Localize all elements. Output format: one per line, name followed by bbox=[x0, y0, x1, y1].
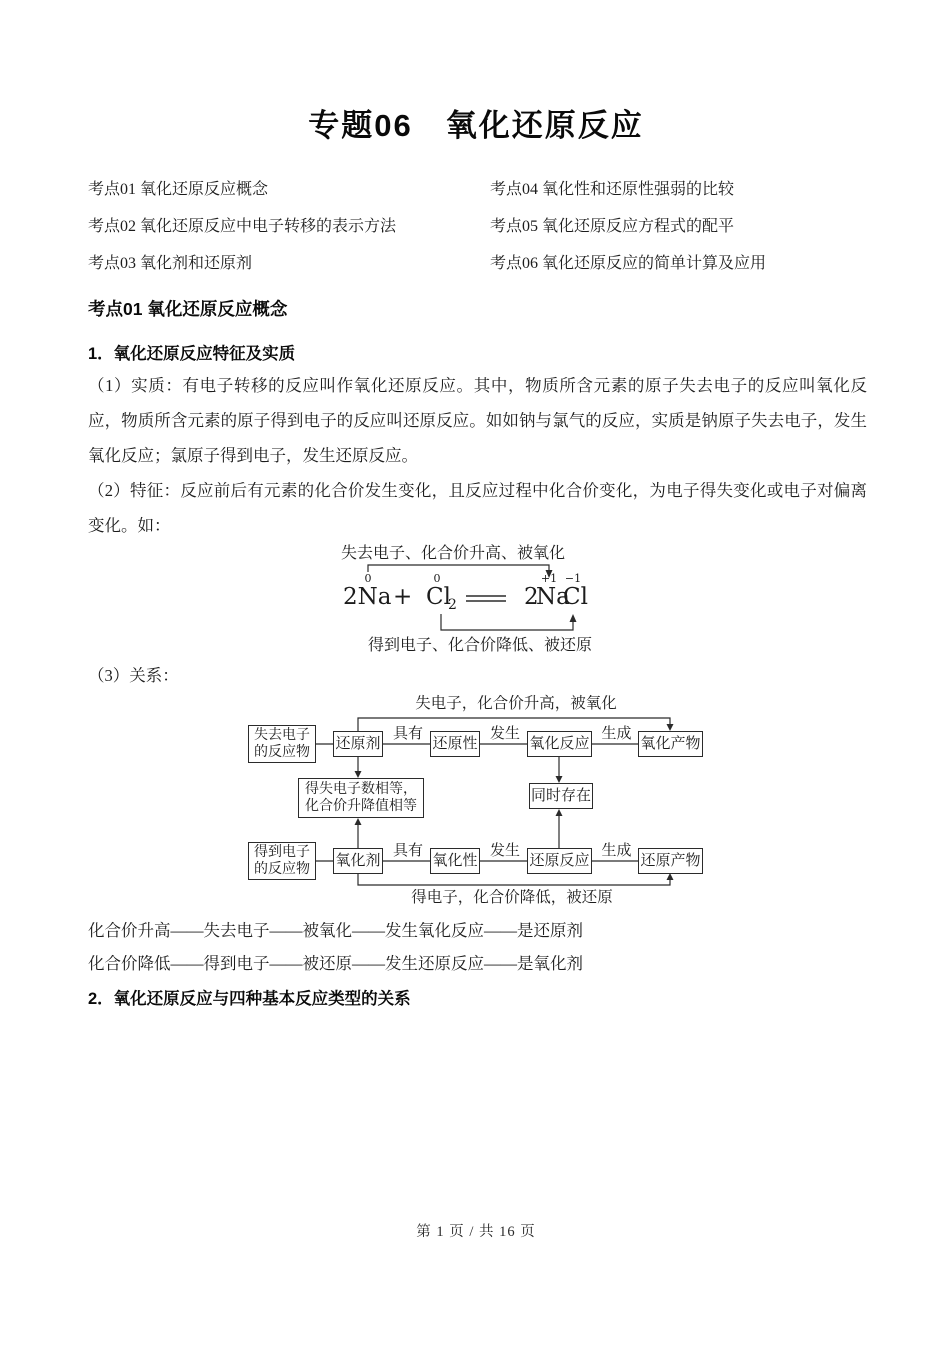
equation-top-label: 失去电子、化合价升高、被氧化 bbox=[340, 545, 566, 562]
paragraph-feature: （2）特征：反应前后有元素的化合价发生变化，且反应过程中化合价变化，为电子得失变化或电子对偏离变化。如： bbox=[88, 481, 867, 535]
term-cl: Cl bbox=[426, 584, 451, 610]
flow-box-electron-balance-line1: 得失电子数相等， bbox=[305, 782, 417, 797]
term-2na: 2Na bbox=[343, 584, 392, 610]
flow-label-has-2: 具有 bbox=[392, 843, 423, 859]
flow-box-oxidation-product: 氧化产物 bbox=[638, 731, 703, 757]
flow-box-losing-reactant-line1: 失去电子 bbox=[254, 728, 310, 743]
flow-box-losing-reactant bbox=[248, 725, 316, 763]
paragraph-relation-label: （3）关系： bbox=[88, 666, 179, 685]
equation-svg bbox=[330, 540, 650, 658]
toc-item-01: 考点01 氧化还原反应概念 bbox=[88, 181, 269, 198]
subsection-1-heading: 1．氧化还原反应特征及实质 bbox=[88, 345, 296, 363]
flow-box-electron-balance bbox=[298, 778, 424, 818]
flow-box-electron-balance-line2: 化合价升降值相等 bbox=[305, 799, 417, 814]
page-number: 第 1 页 / 共 16 页 bbox=[416, 1224, 536, 1240]
term-product-cl: Cl bbox=[563, 584, 588, 610]
flow-box-oxidizability: 氧化性 bbox=[430, 848, 480, 874]
reaction-equation-diagram bbox=[330, 540, 650, 658]
flow-label-produce-2: 生成 bbox=[601, 843, 632, 859]
equation-bottom-label: 得到电子、化合价降低、被还原 bbox=[367, 637, 593, 654]
flow-box-reducibility: 还原性 bbox=[430, 731, 480, 757]
flow-box-oxidizing-agent: 氧化剂 bbox=[333, 848, 383, 874]
toc-item-06: 考点06 氧化还原反应的简单计算及应用 bbox=[490, 255, 767, 272]
toc-row bbox=[88, 217, 868, 237]
term-product-coeff: 2 bbox=[524, 584, 539, 610]
ox-number-na: 0 bbox=[364, 572, 372, 585]
toc-item-03: 考点03 氧化剂和还原剂 bbox=[88, 255, 253, 272]
flow-label-produce-1: 生成 bbox=[601, 726, 632, 742]
paragraph-essence: （1）实质：有电子转移的反应叫作氧化还原反应。其中，物质所含元素的原子失去电子的反应叫氧化反应，物质所含元素的原子得到电子的反应叫还原反应。如如钠与氯气的反应，实质是钠原子失去电子，发生氧化反应；氯原子得到电子，发生还原反应。 bbox=[88, 376, 867, 465]
flow-label-occur-2: 发生 bbox=[489, 843, 520, 859]
flow-box-reducing-agent: 还原剂 bbox=[333, 731, 383, 757]
flow-label-has-1: 具有 bbox=[392, 726, 423, 742]
toc-row bbox=[88, 254, 868, 274]
flow-box-gaining-reactant-line2: 的反应物 bbox=[254, 862, 310, 877]
flow-top-label: 失电子，化合价升高，被氧化 bbox=[415, 695, 617, 712]
relation-flowchart bbox=[248, 695, 718, 913]
flow-box-gaining-reactant bbox=[248, 842, 316, 880]
summary-line-2: 化合价降低——得到电子——被还原——发生还原反应——是氧化剂 bbox=[88, 954, 583, 973]
summary-line-1: 化合价升高——失去电子——被氧化——发生氧化反应——是还原剂 bbox=[88, 921, 583, 940]
flow-box-reduction-reaction: 还原反应 bbox=[527, 848, 592, 874]
flow-box-coexist: 同时存在 bbox=[529, 783, 593, 809]
section-heading: 考点01 氧化还原反应概念 bbox=[88, 299, 288, 319]
flow-box-losing-reactant-line2: 的反应物 bbox=[254, 745, 310, 760]
term-product-na: Na bbox=[536, 584, 570, 610]
ox-number-cl: 0 bbox=[433, 572, 441, 585]
term-cl-subscript: 2 bbox=[448, 597, 457, 613]
flow-bottom-label: 得电子，化合价降低，被还原 bbox=[411, 889, 613, 906]
flow-box-oxidation-reaction: 氧化反应 bbox=[527, 731, 592, 757]
page-title: 专题06 氧化还原反应 bbox=[308, 108, 644, 143]
toc-list bbox=[88, 180, 868, 291]
flow-box-gaining-reactant-line1: 得到电子 bbox=[254, 845, 310, 860]
toc-item-05: 考点05 氧化还原反应方程式的配平 bbox=[490, 218, 735, 235]
ox-number-product-na: +1 bbox=[540, 572, 558, 585]
flow-box-reduction-product: 还原产物 bbox=[638, 848, 703, 874]
plus-sign: + bbox=[393, 584, 413, 610]
reduction-arrowhead bbox=[570, 614, 577, 622]
toc-item-02: 考点02 氧化还原反应中电子转移的表示方法 bbox=[88, 218, 397, 235]
ox-number-product-cl: −1 bbox=[564, 572, 582, 585]
oxidation-bracket bbox=[368, 565, 549, 572]
toc-row bbox=[88, 180, 868, 200]
reduction-bracket bbox=[441, 614, 573, 630]
flow-label-occur-1: 发生 bbox=[489, 726, 520, 742]
subsection-2-heading: 2．氧化还原反应与四种基本反应类型的关系 bbox=[88, 990, 411, 1008]
toc-item-04: 考点04 氧化性和还原性强弱的比较 bbox=[490, 181, 735, 198]
